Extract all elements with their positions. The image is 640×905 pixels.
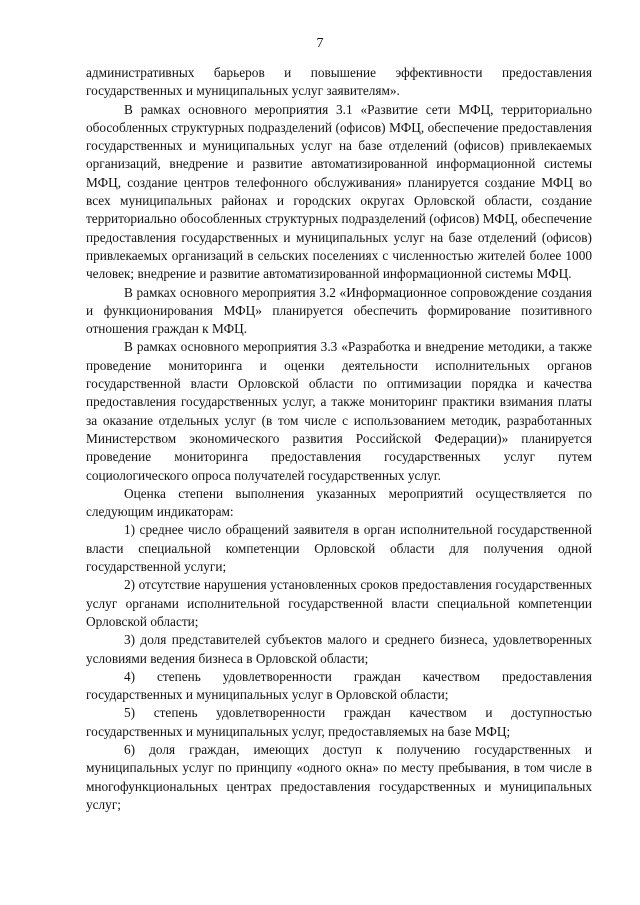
paragraph-continuation: административных барьеров и повышение эффективности предоставления государственных и муниципальных услуг заявителям». <box>86 65 592 99</box>
indicator-item-3: 3) доля представителей субъектов малого и среднего бизнеса, удовлетворенных условиями ведения бизнеса в Орловской области; <box>86 632 592 666</box>
indicator-item-2: 2) отсутствие нарушения установленных сроков предоставления государственных услуг органами исполнительной государственной власти специальной компетенции Орловской области; <box>86 577 592 629</box>
page-number: 7 <box>316 36 324 51</box>
indicator-item-4: 4) степень удовлетворенности граждан качеством предоставления государственных и муниципальных услуг в Орловской области; <box>86 668 592 703</box>
indicator-item-5: 5) степень удовлетворенности граждан качеством и доступностью государственных и муниципальных услуг, предоставляемых на базе МФЦ; <box>86 705 592 739</box>
paragraph-measure-3-3: В рамках основного мероприятия 3.3 «Разработка и внедрение методики, а также проведение мониторинга и оценки деятельности исполнительных органов государственной власти Орловской области по оптимизации порядка и качества предоставления государственных услуг, а также мониторинг практики взимания платы за оказание отдельных услуг (в том числе с использованием методик, разработанных Министерством экономического развития Российской Федерации)» планируется проведение мониторинга предоставления государственных услуг путем социологического опроса получателей государственных услуг. <box>86 339 592 483</box>
paragraph-measure-3-1: В рамках основного мероприятия 3.1 «Развитие сети МФЦ, территориально обособленных структурных подразделений (офисов) МФЦ, обеспечение предоставления государственных и муниципальных услуг на базе отделений (офисов) привлекаемых организаций, внедрение и развитие автоматизированной информационной системы МФЦ, создание центров телефонного обслуживания» планируется создание МФЦ во всех муниципальных районах и городских округах Орловской области, создание территориально обособленных структурных подразделений (офисов) МФЦ, обеспечение предоставления государственных и муниципальных услуг на базе отделений (офисов) привлекаемых организаций в сельских поселениях с численностью жителей более 1000 человек; внедрение и развитие автоматизированной информационной системы МФЦ. <box>86 101 592 282</box>
document-body <box>86 64 592 814</box>
indicator-item-1: 1) среднее число обращений заявителя в орган исполнительной государственной власти специальной компетенции Орловской области для получения одной государственной услуги; <box>86 522 592 575</box>
paragraph-indicators-intro: Оценка степени выполнения указанных мероприятий осуществляется по следующим индикаторам: <box>86 485 592 520</box>
paragraph-measure-3-2: В рамках основного мероприятия 3.2 «Информационное сопровождение создания и функционирования МФЦ» планируется обеспечить формирование позитивного отношения граждан к МФЦ. <box>86 284 592 337</box>
indicator-item-6: 6) доля граждан, имеющих доступ к получению государственных и муниципальных услуг по принципу «одного окна» по месту пребывания, в том числе в многофункциональных центрах предоставления государственных и муниципальных услуг; <box>86 741 592 812</box>
